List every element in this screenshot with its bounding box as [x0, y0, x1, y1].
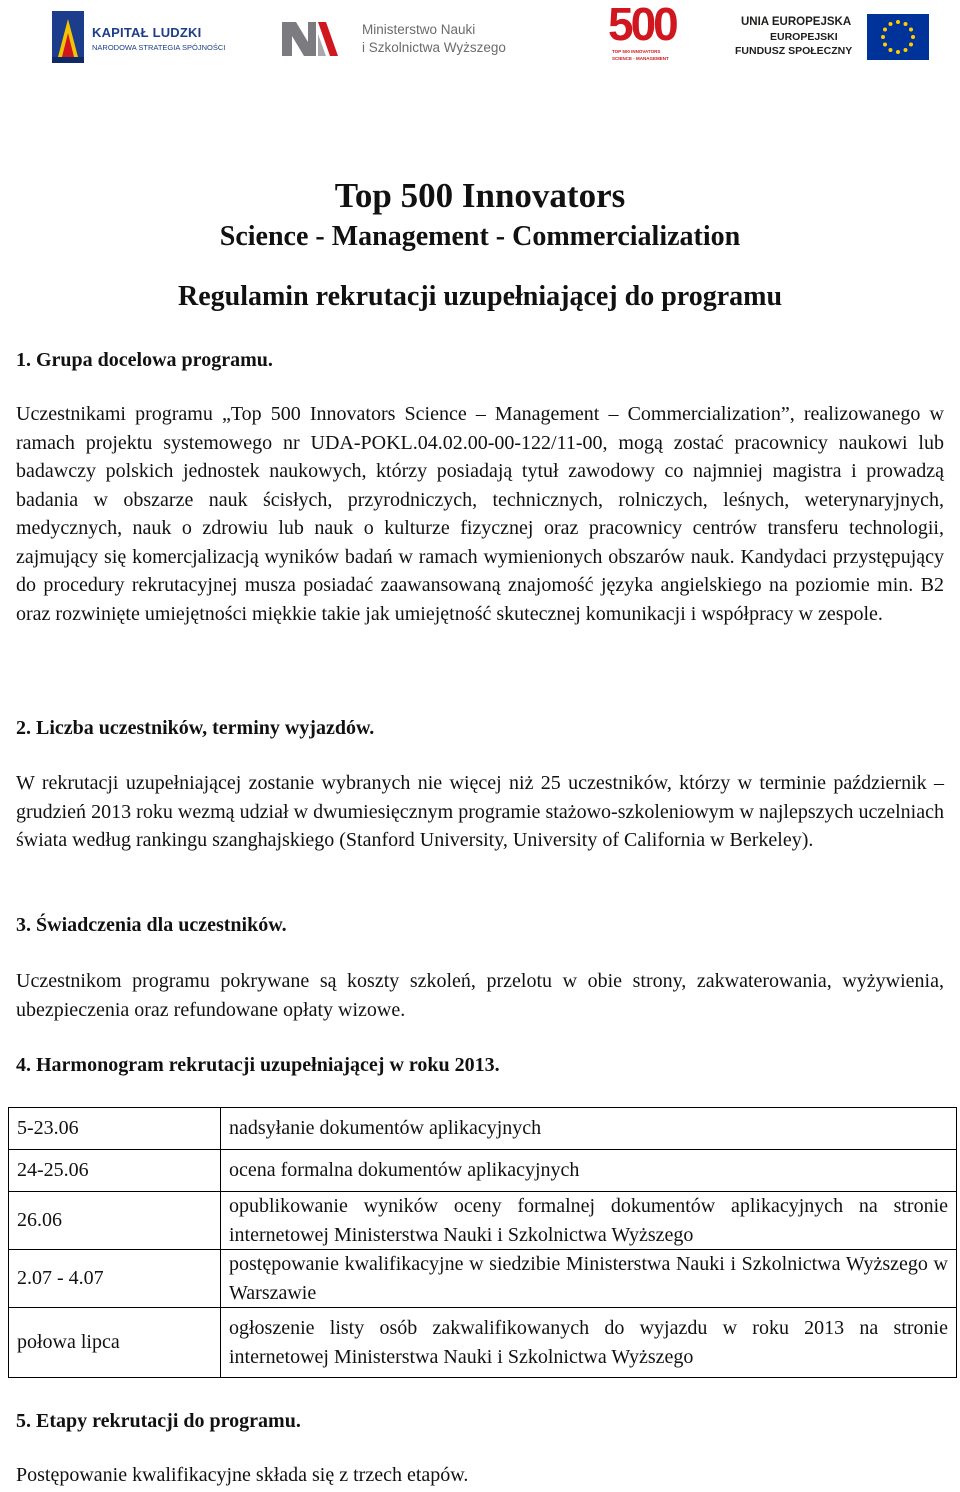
schedule-date: 26.06	[9, 1192, 221, 1250]
schedule-date: połowa lipca	[9, 1308, 221, 1378]
table-row	[9, 1108, 957, 1150]
eu-flag-icon	[867, 14, 929, 60]
schedule-date: 2.07 - 4.07	[9, 1250, 221, 1308]
top500-number: 500	[608, 0, 676, 50]
schedule-event: ocena formalna dokumentów aplikacyjnych	[221, 1150, 957, 1192]
schedule-table	[8, 1107, 957, 1378]
section-1-heading: 1. Grupa docelowa programu.	[16, 349, 273, 371]
top500-logo	[608, 2, 678, 68]
schedule-event: opublikowanie wyników oceny formalnej dokumentów aplikacyjnych na stronie internetowej Ministerstwa Nauki i Szkolnictwa Wyższego	[221, 1192, 957, 1250]
table-row	[9, 1150, 957, 1192]
table-row	[9, 1192, 957, 1250]
table-row	[9, 1250, 957, 1308]
kapital-ludzki-subtitle: NARODOWA STRATEGIA SPÓJNOŚCI	[92, 43, 226, 52]
kapital-ludzki-emblem	[52, 11, 84, 63]
table-row	[9, 1308, 957, 1378]
section-5-heading: 5. Etapy rekrutacji do programu.	[16, 1410, 301, 1432]
eu-fund-line2: FUNDUSZ SPOŁECZNY	[735, 45, 853, 57]
kapital-ludzki-title: KAPITAŁ LUDZKI	[92, 25, 202, 40]
section-5-body: Postępowanie kwalifikacyjne składa się z trzech etapów.	[16, 1464, 469, 1486]
top500-caption-1: TOP 500 INNOVATORS	[612, 49, 661, 54]
ministry-logo	[282, 16, 512, 62]
section-2-heading: 2. Liczba uczestników, terminy wyjazdów.	[16, 717, 375, 739]
schedule-event: nadsyłanie dokumentów aplikacyjnych	[221, 1108, 957, 1150]
section-3-heading: 3. Świadczenia dla uczestników.	[16, 914, 287, 936]
eu-fund-line1: EUROPEJSKI	[770, 31, 838, 43]
document-title: Top 500 Innovators	[334, 176, 626, 215]
schedule-date: 24-25.06	[9, 1150, 221, 1192]
kapital-ludzki-logo	[52, 8, 226, 64]
document-subtitle: Science - Management - Commercialization	[219, 221, 741, 252]
schedule-date: 5-23.06	[9, 1108, 221, 1150]
section-4-heading: 4. Harmonogram rekrutacji uzupełniającej w roku 2013.	[16, 1054, 500, 1076]
regulation-title: Regulamin rekrutacji uzupełniającej do programu	[177, 281, 783, 312]
section-2-body: W rekrutacji uzupełniającej zostanie wybranych nie więcej niż 25 uczestników, którzy w terminie październik ‒ grudzień 2013 roku wezmą udział w dwumiesięcznym programie stażowo-szkoleniowym w najlepszych uczelniach świata według rankingu szanghajskiego (Stanford University, University of California w Berkeley).	[16, 772, 944, 851]
eu-fund-logo	[735, 14, 935, 64]
schedule-event: ogłoszenie listy osób zakwalifikowanych do wyjazdu w roku 2013 na stronie internetowej Ministerstwa Nauki i Szkolnictwa Wyższego	[221, 1308, 957, 1378]
ministry-mark-icon	[282, 22, 338, 56]
top500-caption-2: SCIENCE · MANAGEMENT	[612, 56, 669, 61]
header-logos	[0, 0, 960, 75]
schedule-event: postępowanie kwalifikacyjne w siedzibie Ministerstwa Nauki i Szkolnictwa Wyższego w Warszawie	[221, 1250, 957, 1308]
eu-name: UNIA EUROPEJSKA	[741, 16, 852, 28]
ministry-name-line1: Ministerstwo Nauki	[362, 22, 476, 37]
section-1-body: Uczestnikami programu „Top 500 Innovators Science ‒ Management ‒ Commercialization”, realizowanego w ramach projektu systemowego nr UDA-POKL.04.02.00-00-122/11-00, mogą zostać pracownicy naukowi lub badawczy polskich jednostek naukowych, którzy posiadają tytuł zawodowy co najmniej magistra i prowadzą badania w obszarze nauk ścisłych, przyrodniczych, technicznych, rolniczych, leśnych, weterynaryjnych, medycznych, nauk o zdrowiu lub nauk o kulturze fizycznej oraz pracownicy centrów transferu technologii, zajmujący się komercjalizacją wyników badań w ramach wymienionych obszarów nauk. Kandydaci przystępujący do procedury rekrutacyjnej musza posiadać zaawansowaną znajomość języka angielskiego na poziomie min. B2 oraz rozwinięte umiejętności miękkie takie jak umiejętność skutecznej komunikacji i współpracy w zespole.	[16, 403, 944, 625]
section-3-body: Uczestnikom programu pokrywane są koszty szkoleń, przelotu w obie strony, zakwaterowania, wyżywienia, ubezpieczenia oraz refundowane opłaty wizowe.	[16, 970, 944, 1021]
ministry-name-line2: i Szkolnictwa Wyższego	[362, 40, 506, 55]
